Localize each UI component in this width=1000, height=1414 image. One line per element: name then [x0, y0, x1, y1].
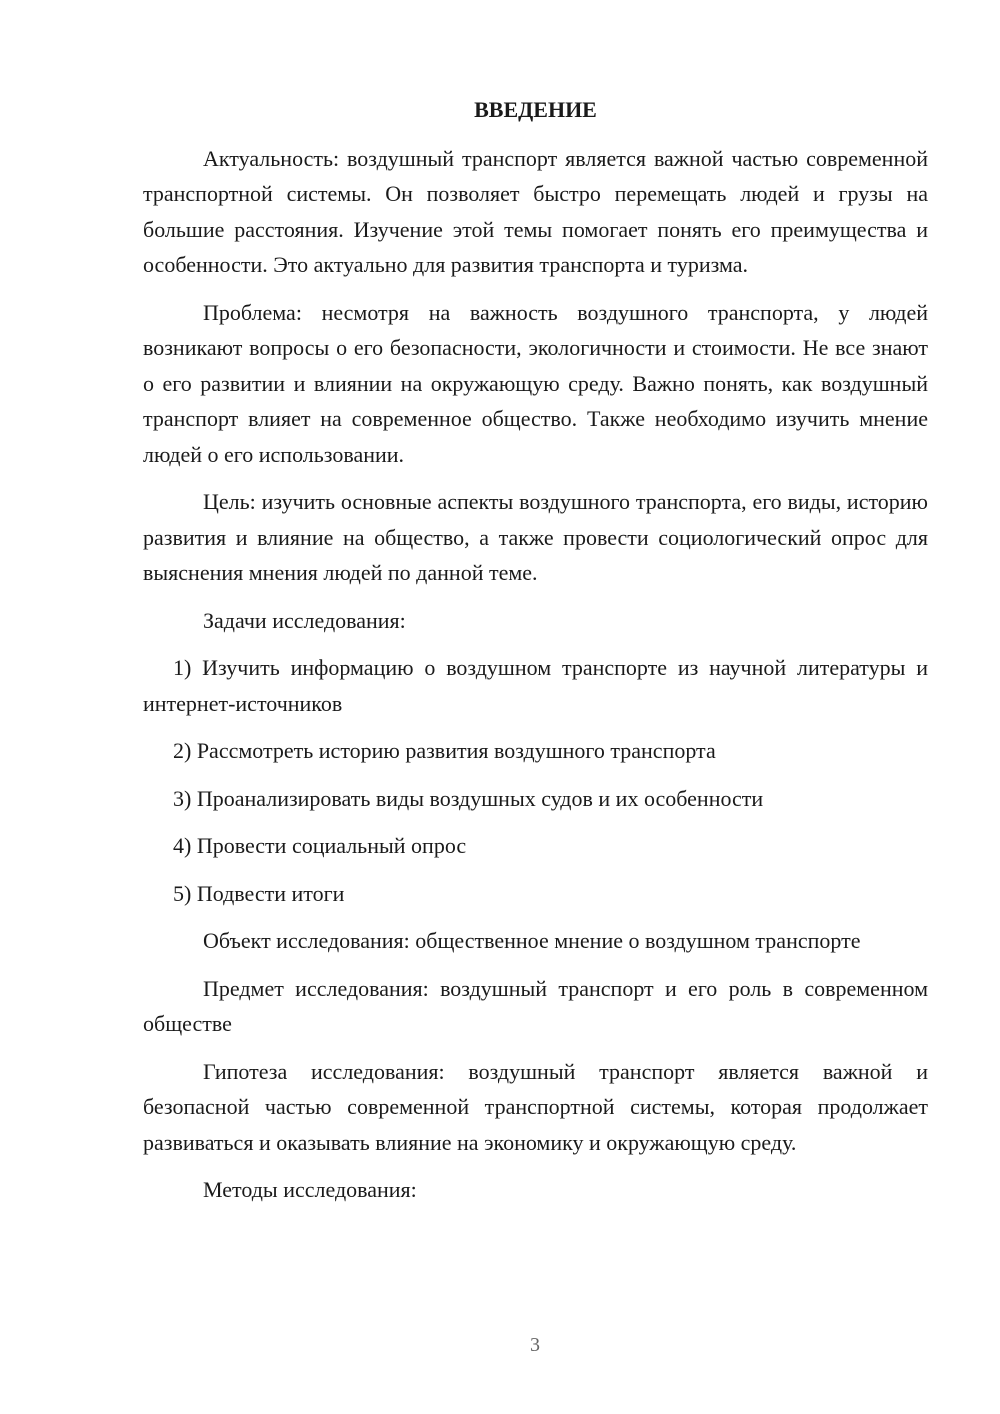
paragraph-methods-heading: Методы исследования: — [203, 1177, 417, 1202]
list-item: 5) Подвести итоги — [173, 880, 345, 906]
document-page — [143, 92, 928, 1220]
paragraph-relevance: Актуальность: воздушный транспорт является важной частью современной транспортной системы. Он позволяет быстро перемещать людей и грузы на большие расстояния. Изучение этой темы помогает понять его преимущества и особенности. Это актуально для развития транспорта и туризма. — [143, 145, 928, 277]
paragraph-goal: Цель: изучить основные аспекты воздушного транспорта, его виды, историю развития и влияние на общество, а также провести социологический опрос для выяснения мнения людей по данной теме. — [143, 489, 928, 585]
paragraph-hypothesis: Гипотеза исследования: воздушный транспорт является важной и безопасной частью современной транспортной системы, которая продолжает развиваться и оказывать влияние на экономику и окружающую среду. — [143, 1058, 928, 1155]
list-item: 4) Провести социальный опрос — [173, 833, 467, 858]
paragraph-problem: Проблема: несмотря на важность воздушного транспорта, у людей возникают вопросы о его безопасности, экологичности и стоимости. Не все знают о его развитии и влиянии на окружающую среду. Важно понять, как воздушный транспорт влияет на современное общество. Также необходимо изучить мнение людей о его использовании. — [143, 299, 928, 467]
list-item: 1) Изучить информацию о воздушном транспорте из научной литературы и интернет-источников — [143, 655, 928, 716]
list-item: 3) Проанализировать виды воздушных судов и их особенности — [173, 785, 764, 811]
paragraph-subject: Предмет исследования: воздушный транспорт и его роль в современном обществе — [143, 975, 928, 1036]
page-number: 3 — [530, 1334, 540, 1356]
list-item: 2) Рассмотреть историю развития воздушного транспорта — [173, 738, 716, 763]
paragraph-tasks-heading: Задачи исследования: — [203, 607, 406, 633]
paragraph-object: Объект исследования: общественное мнение о воздушном транспорте — [203, 928, 861, 953]
page-title: ВВЕДЕНИЕ — [474, 97, 597, 122]
